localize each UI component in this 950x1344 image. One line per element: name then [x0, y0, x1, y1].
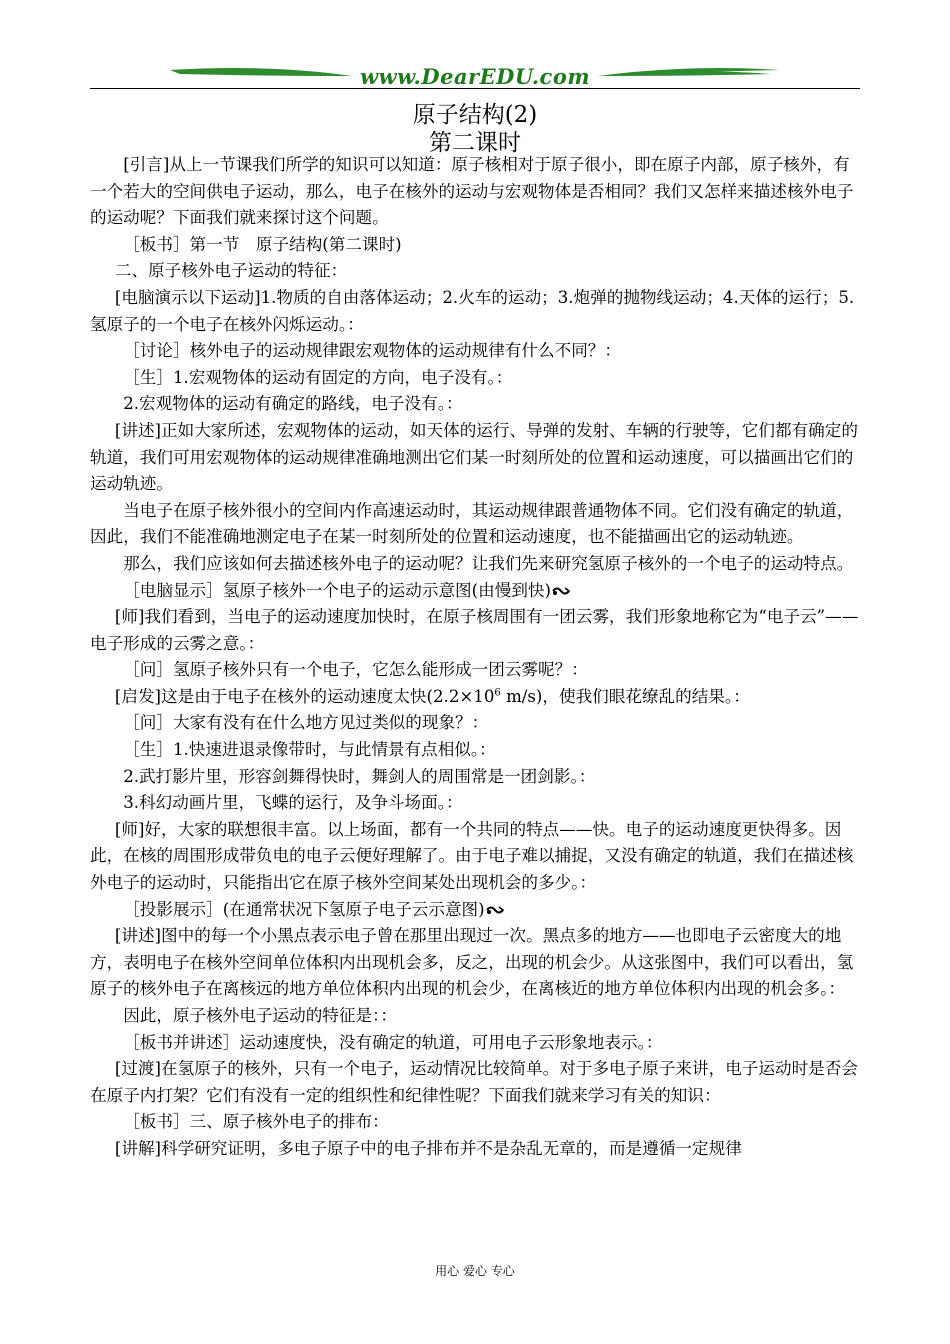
paragraph [90, 897, 860, 924]
paragraph: ［问］大家有没有在什么地方见过类似的现象？： [123, 713, 489, 733]
paragraph: [引言]从上一节课我们所学的知识可以知道：原子核相对于原子很小，即在原子内部，原子核外，有一个若大的空间供电子运动，那么，电子在核外的运动与宏观物体是否相同？我们又怎样来描述核外电子的运动呢？下面我们就来探讨这个问题。 [90, 155, 854, 228]
paragraph-text: ［电脑显示］氢原子核外一个电子的运动示意图(由慢到快) [123, 580, 551, 600]
paragraph: [讲解]科学研究证明，多电子原子中的电子排布并不是杂乱无章的，而是遵循一定规律 [114, 1138, 742, 1158]
animation-link-icon[interactable] [485, 904, 505, 916]
paragraph: ［问］氢原子核外只有一个电子，它怎么能形成一团云雾呢？： [123, 660, 588, 680]
paragraph: ［板书］第一节 原子结构(第二课时) [123, 234, 402, 254]
paragraph-text: [启发]这是由于电子在核外的运动速度太快(2.2×10 [114, 686, 495, 706]
paragraph: [师]好，大家的联想很丰富。以上场面，都有一个共同的特点——快。电子的运动速度更快得多。因此，在核的周围形成带负电的电子云便好理解了。由于电子难以捕捉，又没有确定的轨道，我们在描述核外电子的运动时，只能指出它在原子核外空间某处出现机会的多少。： [90, 819, 854, 893]
paragraph: [讲述]图中的每一个小黑点表示电子曾在那里出现过一次。黑点多的地方——也即电子云密度大的地方，表明电子在核外空间单位体积内出现机会多，反之，出现的机会少。从这张图中，我们可以看出，氢原子的核外电子在离核远的地方单位体积内出现的机会少，在离核近的地方单位体积内出现的机会多。： [90, 926, 854, 999]
paragraph: ［生］1.宏观物体的运动有固定的方向，电子没有。： [123, 367, 513, 387]
paragraph: 当电子在原子核外很小的空间内作高速运动时，其运动规律跟普通物体不同。它们没有确定的轨道，因此，我们不能准确地测定电子在某一时刻所处的位置和运动速度，也不能描画出它的运动轨迹。 [90, 500, 854, 547]
header-divider [90, 88, 860, 89]
site-header [90, 62, 860, 90]
paragraph: ［讨论］核外电子的运动规律跟宏观物体的运动规律有什么不同？： [123, 341, 621, 361]
paragraph [90, 578, 860, 605]
paragraph: 3.科幻动画片里，飞蝶的运行，及争斗场面。： [123, 793, 463, 813]
animation-link-icon[interactable] [551, 585, 571, 597]
paragraph: 因此，原子核外电子运动的特征是：： [123, 1006, 397, 1025]
paragraph: [过渡]在氢原子的核外，只有一个电子，运动情况比较简单。对于多电子原子来讲，电子运动时是否会在原子内打架？它们有没有一定的组织性和纪律性呢？下面我们就来学习有关的知识： [90, 1059, 858, 1105]
paragraph: 二、原子核外电子运动的特征： [114, 261, 348, 281]
paragraph: ［板书］三、原子核外电子的排布： [123, 1112, 389, 1132]
paragraph: [师]我们看到，当电子的运动速度加快时，在原子核周围有一团云雾，我们形象地称它为“电子云”——电子形成的云雾之意。： [90, 607, 859, 653]
paragraph [90, 684, 860, 711]
page-footer: 用心 爱心 专心 [435, 1264, 515, 1278]
paragraph: 2.武打影片里，形容剑舞得快时，舞剑人的周围常是一团剑影。： [123, 766, 596, 786]
paragraph: ［生］1.快速进退录像带时，与此情景有点相似。： [123, 740, 496, 760]
paragraph: [讲述]正如大家所述，宏观物体的运动，如天体的运行、导弹的发射、车辆的行驶等，它们都有确定的轨道，我们可用宏观物体的运动规律准确地测出它们某一时刻所处的位置和运动速度，可以描画出它们的运动轨迹。 [90, 420, 858, 494]
lesson-body [90, 152, 860, 1163]
paragraph-text: m/s)，使我们眼花缭乱的结果。： [500, 686, 750, 706]
page-title: 原子结构(2) [412, 102, 538, 128]
paragraph-text: ［投影展示］(在通常状况下氢原子电子云示意图) [123, 899, 485, 919]
paragraph: ［板书并讲述］运动速度快，没有确定的轨道，可用电子云形象地表示。： [123, 1032, 663, 1052]
paragraph: 2.宏观物体的运动有确定的路线，电子没有。： [123, 394, 463, 414]
page-subtitle: 第二课时 [429, 130, 521, 156]
exponent: 6 [494, 687, 501, 699]
paragraph: [电脑演示以下运动]1.物质的自由落体运动；2.火车的运动；3.炮弹的抛物线运动；4.天体的运行；5.氢原子的一个电子在核外闪烁运动。： [90, 287, 855, 334]
paragraph: 那么，我们应该如何去描述核外电子的运动呢？让我们先来研究氢原子核外的一个电子的运动特点。 [123, 553, 854, 573]
site-logo-text[interactable]: www.DearEDU.com [359, 64, 591, 89]
